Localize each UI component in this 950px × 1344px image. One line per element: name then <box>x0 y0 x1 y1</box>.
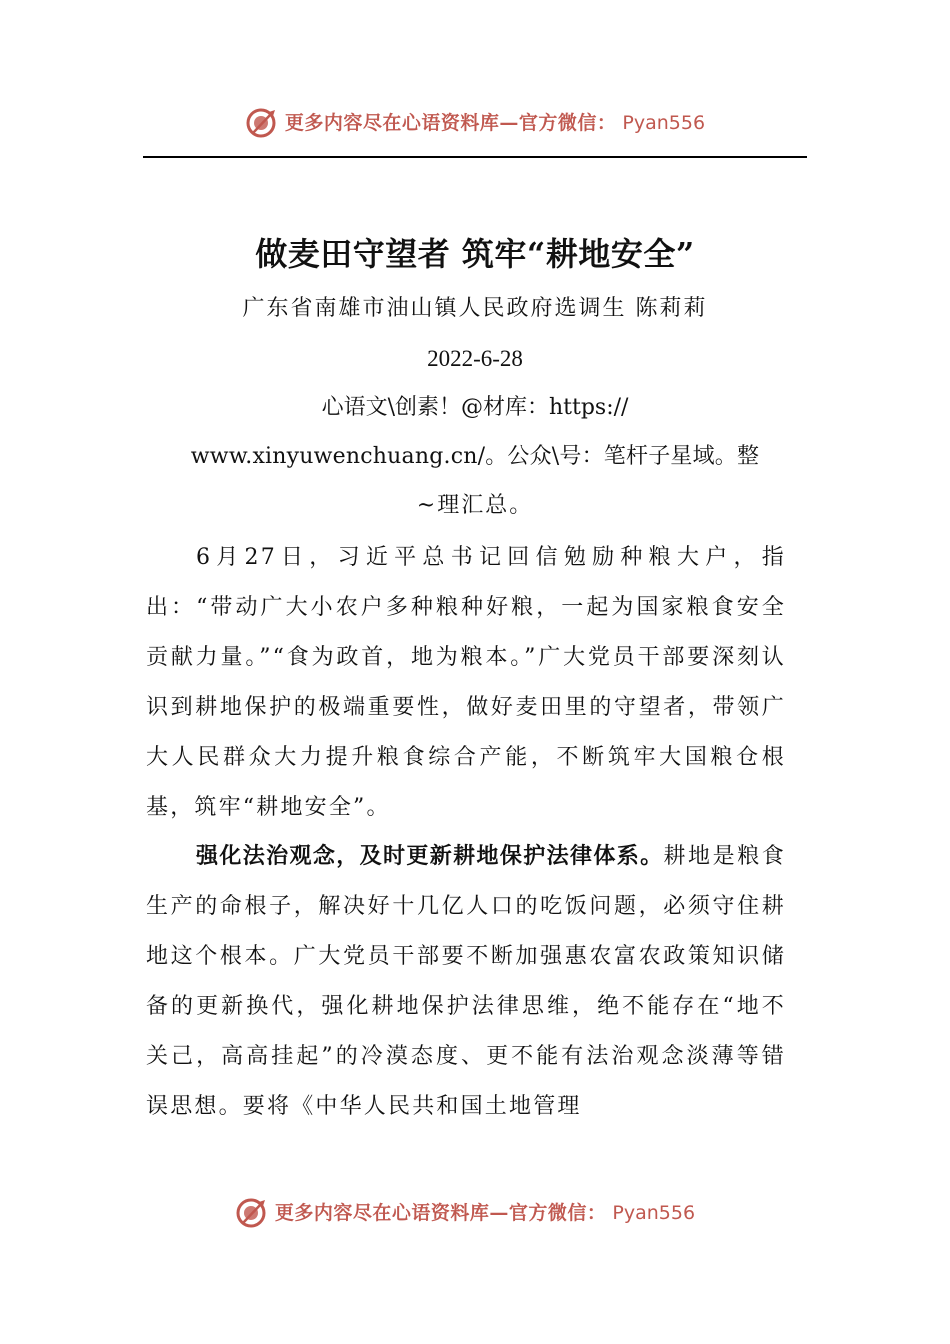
paragraph-1: 6月27日，习近平总书记回信勉励种粮大户，指出：“带动广大小农户多种粮种好粮，一起为国家粮食安全贡献力量。”“食为政首，地为粮本。”广大党员干部要深刻认识到耕地保护的极端重要性，做好麦田里的守望者，带领广大人民群众大力提升粮食综合产能，不断筑牢大国粮仓根基，筑牢“耕地安全”。 <box>146 545 786 820</box>
xinyu-seal-logo-icon <box>245 106 279 140</box>
article-author: 广东省南雄市油山镇人民政府选调生 陈莉莉 <box>242 296 708 321</box>
footer-watermark <box>0 1196 940 1230</box>
source-line-3: ~理汇总。 <box>416 493 534 518</box>
paragraph-2-body: 耕地是粮食生产的命根子，解决好十几亿人口的吃饭问题，必须守住耕地这个根本。广大党员干部要不断加强惠农富农政策知识储备的更新换代，强化耕地保护法律思维，绝不能存在“地不关己，高高挂起”的冷漠态度、更不能有法治观念淡薄等错误思想。要将《中华人民共和国土地管理 <box>146 844 786 1119</box>
xinyu-seal-logo-icon <box>235 1196 269 1230</box>
paragraph-2 <box>146 832 786 1132</box>
header-rule <box>143 156 807 158</box>
article-date: 2022-6-28 <box>427 346 523 371</box>
source-line-1: 心语文\创素！@材库：https:// <box>321 395 629 420</box>
header-watermark-contact: Pyan556 <box>622 112 706 134</box>
source-line-2: www.xinyuwenchuang.cn/。公众\号：笔杆子星域。整 <box>190 444 760 469</box>
header-watermark-text: 更多内容尽在心语资料库—官方微信： <box>284 112 617 134</box>
paragraph-2-lead: 强化法治观念，及时更新耕地保护法律体系。 <box>196 844 664 869</box>
header-watermark <box>0 106 950 140</box>
footer-watermark-text: 更多内容尽在心语资料库—官方微信： <box>274 1202 607 1224</box>
footer-watermark-contact: Pyan556 <box>612 1202 696 1224</box>
article-title: 做麦田守望者 筑牢“耕地安全” <box>255 235 695 273</box>
